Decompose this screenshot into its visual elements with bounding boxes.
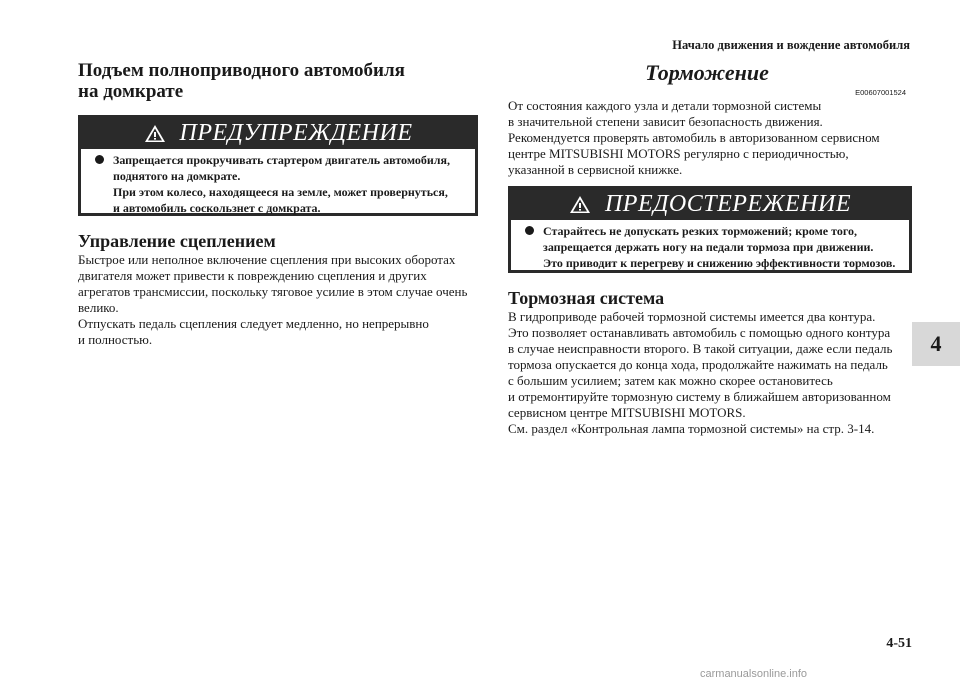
text-line: указанной в сервисной книжке.	[508, 162, 683, 177]
text-line: агрегатов трансмиссии, поскольку тяговое усилие в этом случае очень	[78, 284, 468, 299]
warning-triangle-icon	[144, 124, 166, 143]
braking-intro-paragraph	[508, 98, 908, 178]
warning-header	[81, 118, 475, 149]
text-line: В гидроприводе рабочей тормозной системы имеется два контура.	[508, 309, 876, 324]
brake-system-paragraph	[508, 309, 908, 437]
caution-label: ПРЕДОСТЕРЕЖЕНИЕ	[604, 191, 852, 217]
section-heading-brake-system: Тормозная система	[508, 288, 665, 308]
text-line: Рекомендуется проверять автомобиль в авторизованном сервисном	[508, 130, 880, 145]
caution-box	[508, 186, 912, 273]
caution-triangle-icon	[569, 195, 591, 214]
text-line: велико.	[78, 300, 119, 315]
text-line: Это позволяет останавливать автомобиль с помощью одного контура	[508, 325, 891, 340]
text-line: тормоза опускается до конца хода, продолжайте нажимать на педаль	[508, 357, 888, 372]
page-number: 4-51	[886, 636, 912, 651]
warning-box	[78, 115, 478, 216]
section-title-braking: Торможение	[645, 60, 769, 85]
warning-line: поднятого на домкрате.	[113, 169, 241, 183]
warning-line: Запрещается прокручивать стартером двигатель автомобиля,	[113, 153, 450, 167]
warning-line: и автомобиль соскользнет с домкрата.	[113, 201, 321, 215]
section-title-line2: на домкрате	[78, 81, 184, 102]
chapter-tab[interactable]	[912, 322, 960, 366]
text-line: сервисном центре MITSUBISHI MOTORS.	[508, 405, 746, 420]
text-line: От состояния каждого узла и детали тормозной системы	[508, 98, 822, 113]
clutch-paragraph	[78, 252, 478, 348]
text-line: с большим усилием; затем как можно скорее остановитесь	[508, 373, 833, 388]
text-line: в значительной степени зависит безопасность движения.	[508, 114, 823, 129]
text-line: Быстрое или неполное включение сцепления при высоких оборотах	[78, 252, 456, 267]
watermark: carmanualsonline.info	[700, 668, 808, 680]
text-line: Отпускать педаль сцепления следует медленно, но непрерывно	[78, 316, 429, 331]
section-title-line1: Подъем полноприводного автомобиля	[78, 60, 405, 81]
caution-text	[511, 220, 909, 277]
text-line: центре MITSUBISHI MOTORS регулярно с периодичностью,	[508, 146, 849, 161]
caution-line: запрещается держать ногу на педали тормоза при движении.	[543, 240, 874, 254]
caution-header	[511, 189, 909, 220]
cross-reference-link[interactable]: См. раздел «Контрольная лампа тормозной системы» на стр. 3-14.	[508, 421, 875, 436]
text-line: и полностью.	[78, 332, 153, 347]
warning-label: ПРЕДУПРЕЖДЕНИЕ	[179, 120, 413, 146]
caution-line: Это приводит к перегреву и снижению эффективности тормозов.	[543, 256, 896, 270]
text-line: двигателя может привести к повреждению сцепления и других	[78, 268, 427, 283]
warning-text	[81, 149, 475, 222]
running-header: Начало движения и вождение автомобиля	[672, 38, 910, 52]
text-line: и отремонтируйте тормозную систему в ближайшем авторизованном	[508, 389, 891, 404]
section-title-jacking	[78, 60, 478, 102]
section-heading-clutch: Управление сцеплением	[78, 231, 276, 251]
bullet-icon	[95, 155, 104, 164]
chapter-tab-number: 4	[930, 331, 942, 356]
caution-line: Старайтесь не допускать резких торможений; кроме того,	[543, 224, 857, 238]
warning-line: При этом колесо, находящееся на земле, может провернуться,	[113, 185, 448, 199]
bullet-icon	[525, 226, 534, 235]
document-code: E00607001524	[855, 88, 906, 97]
text-line: в случае неисправности второго. В такой ситуации, даже если педаль	[508, 341, 893, 356]
